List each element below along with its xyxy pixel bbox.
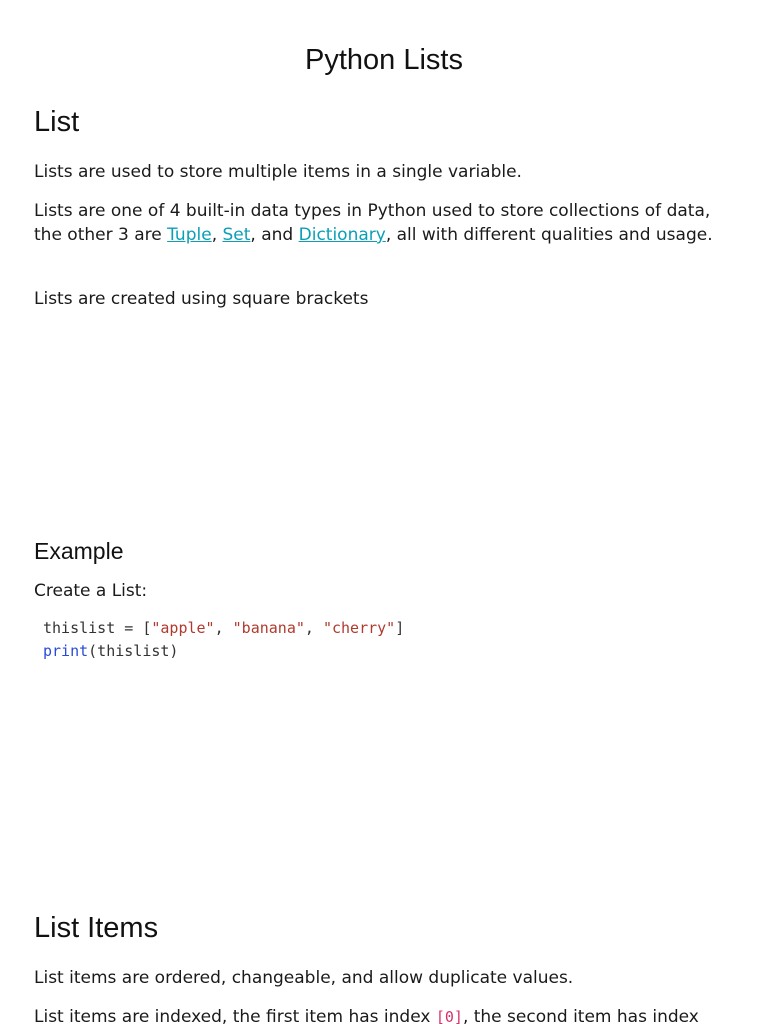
inline-code: [0]	[435, 1008, 463, 1024]
code-text: ]	[395, 619, 405, 637]
code-string: "banana"	[232, 619, 305, 637]
section-heading-list-items: List Items	[34, 912, 159, 944]
code-text: (thislist)	[88, 642, 179, 660]
code-example	[43, 617, 404, 663]
list-intro-paragraph: Lists are used to store multiple items in a single variable.	[34, 162, 522, 182]
code-text: ,	[214, 619, 233, 637]
code-keyword: print	[43, 642, 89, 660]
code-text: ,	[304, 619, 323, 637]
separator-text: ,	[211, 225, 223, 245]
paragraph-text: Lists are one of 4 built-in data types in Python used to store collections of data, the other 3 are	[34, 201, 711, 245]
code-string: "cherry"	[322, 619, 396, 637]
section-heading-list: List	[34, 106, 80, 138]
example-caption: Create a List:	[34, 581, 148, 601]
list-brackets-paragraph: Lists are created using square brackets	[34, 289, 369, 309]
paragraph-text: , all with different qualities and usage.	[385, 225, 713, 245]
dictionary-link[interactable]: Dictionary	[298, 225, 386, 245]
example-heading: Example	[34, 538, 124, 564]
page-title: Python Lists	[305, 44, 463, 76]
paragraph-text: List items are indexed, the first item has index	[34, 1007, 436, 1024]
tuple-link[interactable]: Tuple	[167, 225, 212, 245]
paragraph-text: , the second item has index	[462, 1007, 699, 1024]
code-string: "apple"	[151, 619, 215, 637]
code-text: thislist = [	[43, 619, 152, 637]
set-link[interactable]: Set	[222, 225, 251, 245]
list-items-paragraph: List items are ordered, changeable, and allow duplicate values.	[34, 968, 574, 988]
list-data-types-paragraph	[34, 199, 739, 247]
separator-text: , and	[250, 225, 299, 245]
list-index-paragraph	[34, 1005, 754, 1024]
